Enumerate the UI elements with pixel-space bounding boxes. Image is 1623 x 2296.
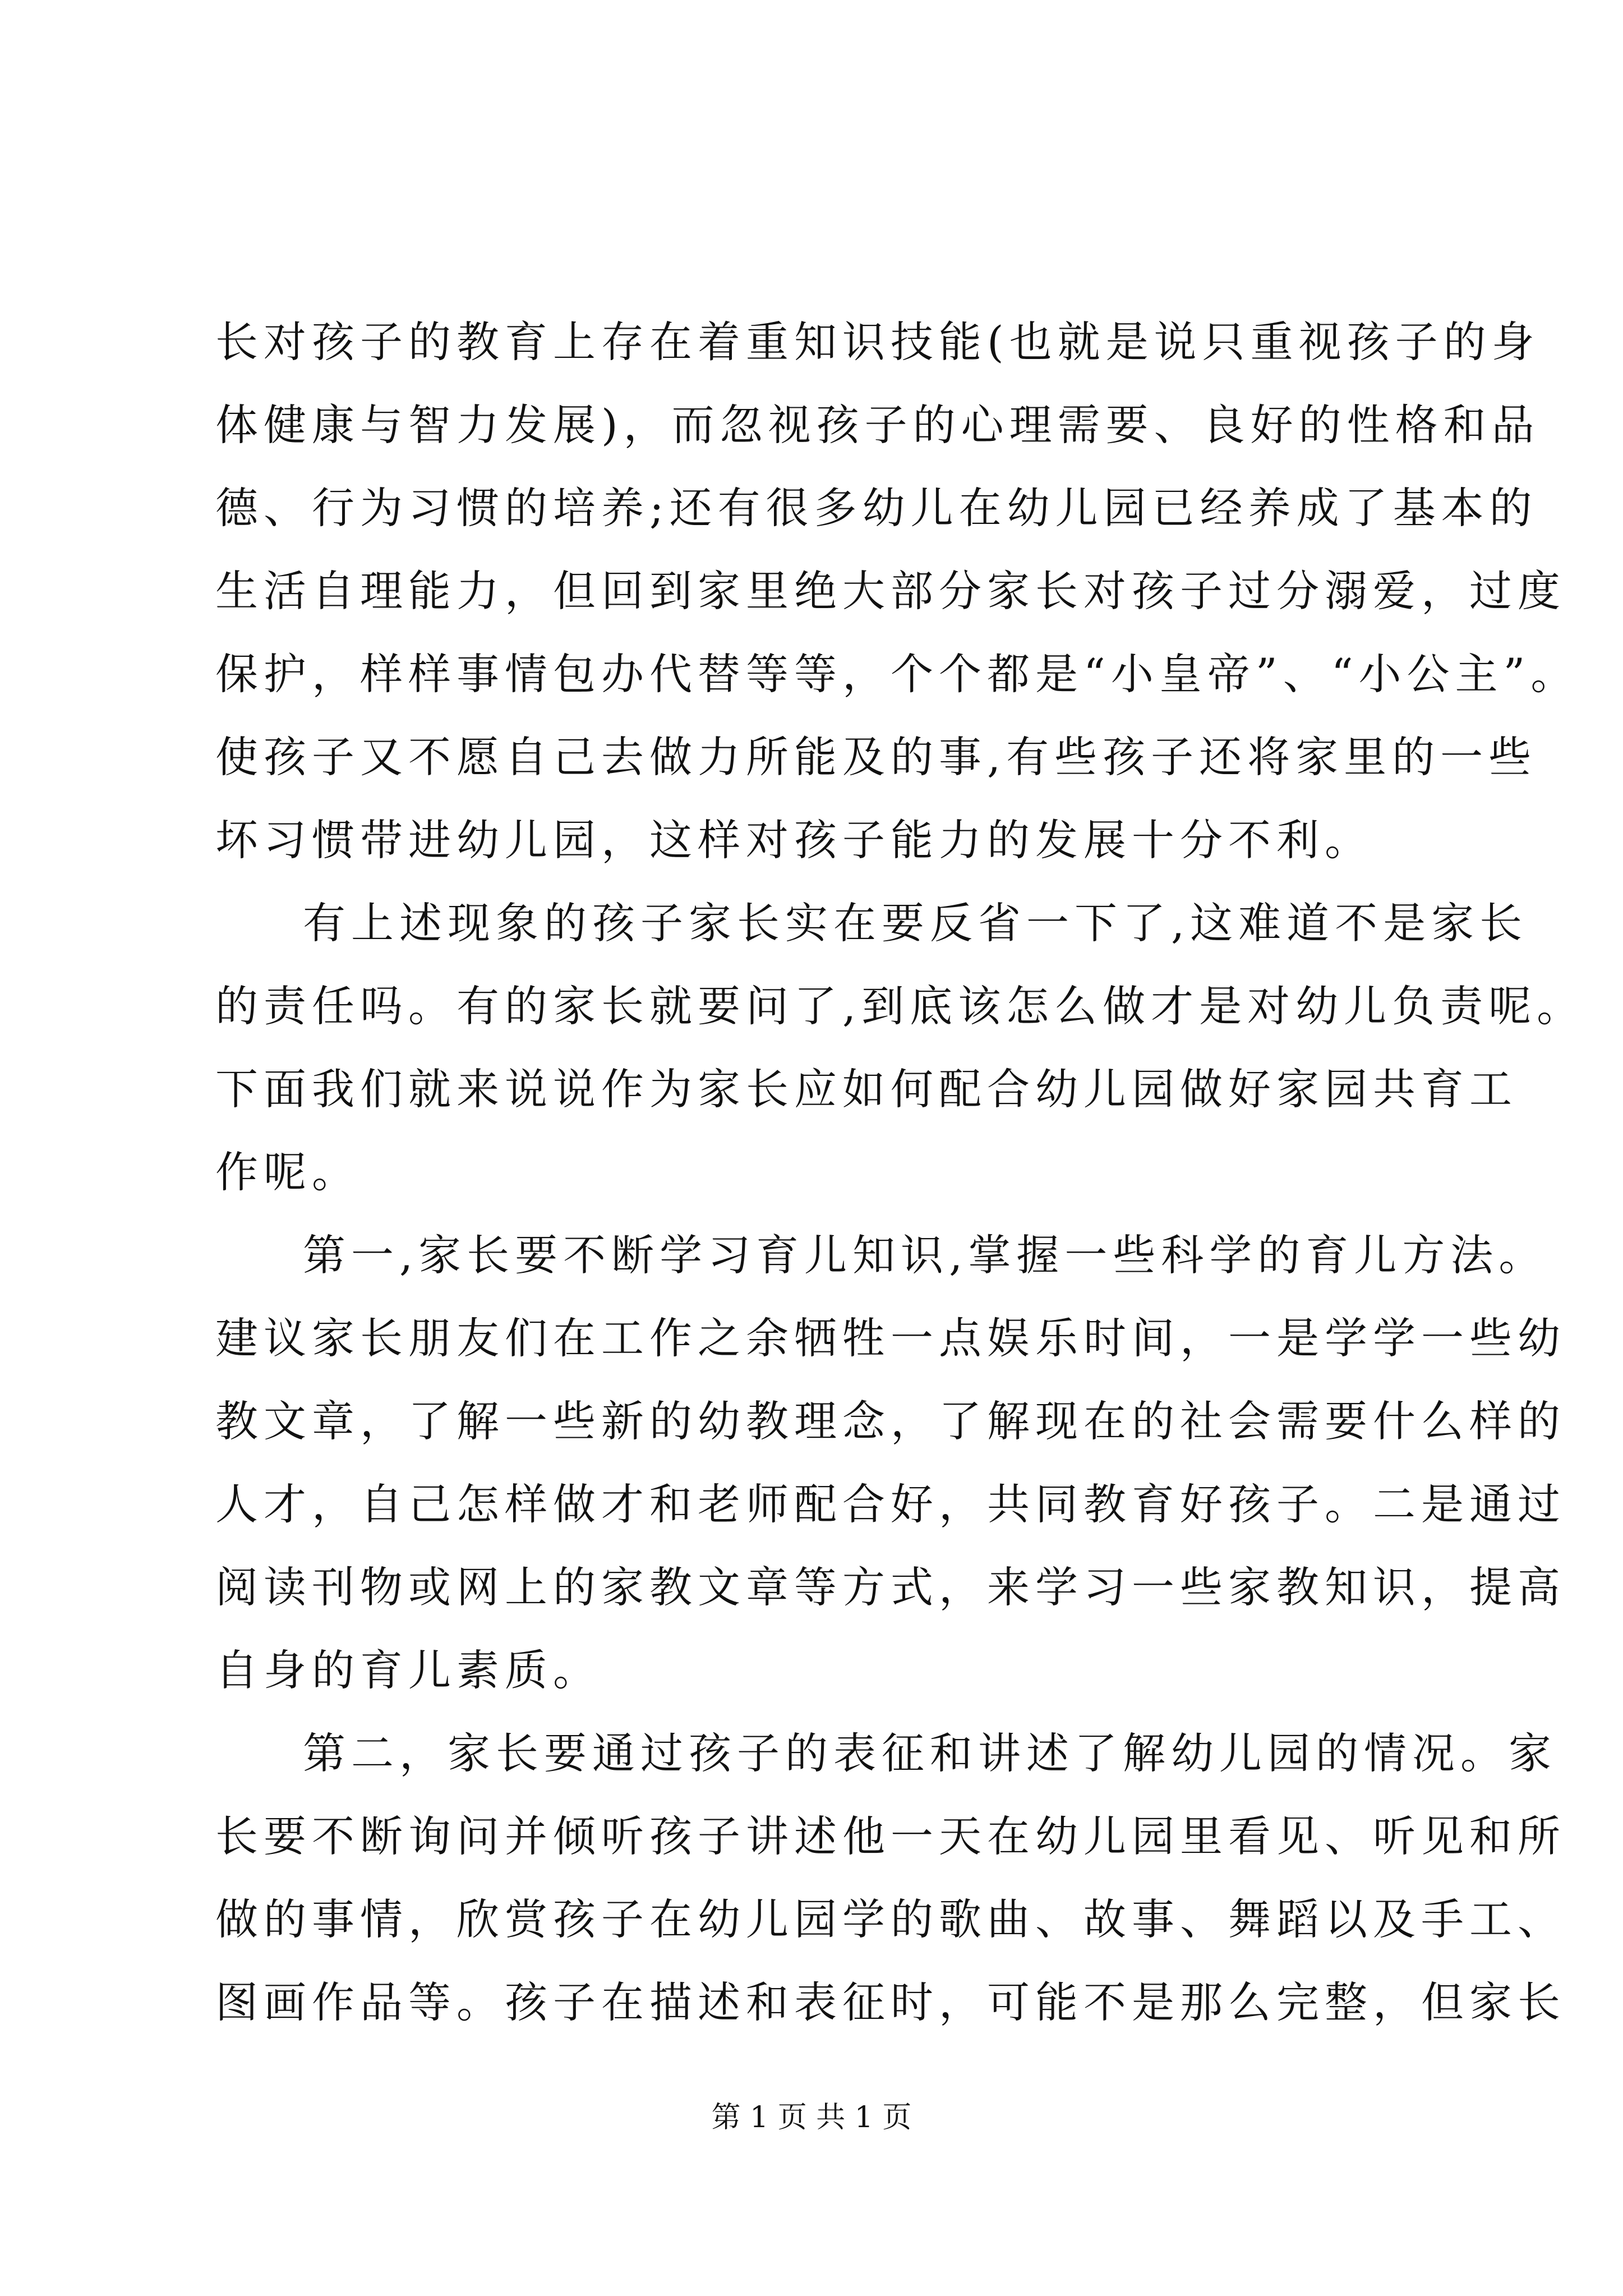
paragraph-first-line: 有上述现象的孩子家长实在要反省一下了,这难道不是家长 [303, 898, 1528, 948]
text-line: 阅读刊物或网上的家教文章等方式，来学习一些家教知识，提高 [215, 1562, 1566, 1612]
text-line: 做的事情，欣赏孩子在幼儿园学的歌曲、故事、舞蹈以及手工、 [215, 1894, 1566, 1944]
text-line: 建议家长朋友们在工作之余牺牲一点娱乐时间，一是学学一些幼 [215, 1313, 1566, 1363]
text-line: 教文章，了解一些新的幼教理念，了解现在的社会需要什么样的 [215, 1396, 1566, 1446]
text-line: 长要不断询问并倾听孩子讲述他一天在幼儿园里看见、听见和所 [215, 1811, 1566, 1861]
text-line: 下面我们就来说说作为家长应如何配合幼儿园做好家园共育工 [215, 1064, 1518, 1114]
text-line: 作呢。 [215, 1147, 360, 1197]
text-line: 长对孩子的教育上存在着重知识技能(也就是说只重视孩子的身 [215, 317, 1540, 367]
text-line: 坏习惯带进幼儿园，这样对孩子能力的发展十分不利。 [215, 815, 1373, 865]
page-number-footer: 第 1 页 共 1 页 [711, 2101, 912, 2134]
text-line: 保护，样样事情包办代替等等，个个都是“小皇帝”、“小公主”。 [215, 649, 1579, 699]
text-line: 德、行为习惯的培养;还有很多幼儿在幼儿园已经养成了基本的 [215, 483, 1538, 533]
text-line: 图画作品等。孩子在描述和表征时，可能不是那么完整，但家长 [215, 1977, 1566, 2027]
text-line: 使孩子又不愿自己去做力所能及的事,有些孩子还将家里的一些 [215, 732, 1537, 782]
paragraph-first-line: 第二，家长要通过孩子的表征和讲述了解幼儿园的情况。家 [303, 1728, 1557, 1778]
text-line: 人才，自己怎样做才和老师配合好，共同教育好孩子。二是通过 [215, 1479, 1566, 1529]
text-line: 的责任吗。有的家长就要问了,到底该怎么做才是对幼儿负责呢。 [215, 981, 1585, 1031]
text-line: 生活自理能力，但回到家里绝大部分家长对孩子过分溺爱，过度 [215, 566, 1566, 616]
text-line: 自身的育儿素质。 [215, 1645, 601, 1695]
paragraph-first-line: 第一,家长要不断学习育儿知识,掌握一些科学的育儿方法。 [303, 1230, 1547, 1280]
text-line: 体健康与智力发展)，而忽视孩子的心理需要、良好的性格和品 [215, 400, 1540, 450]
